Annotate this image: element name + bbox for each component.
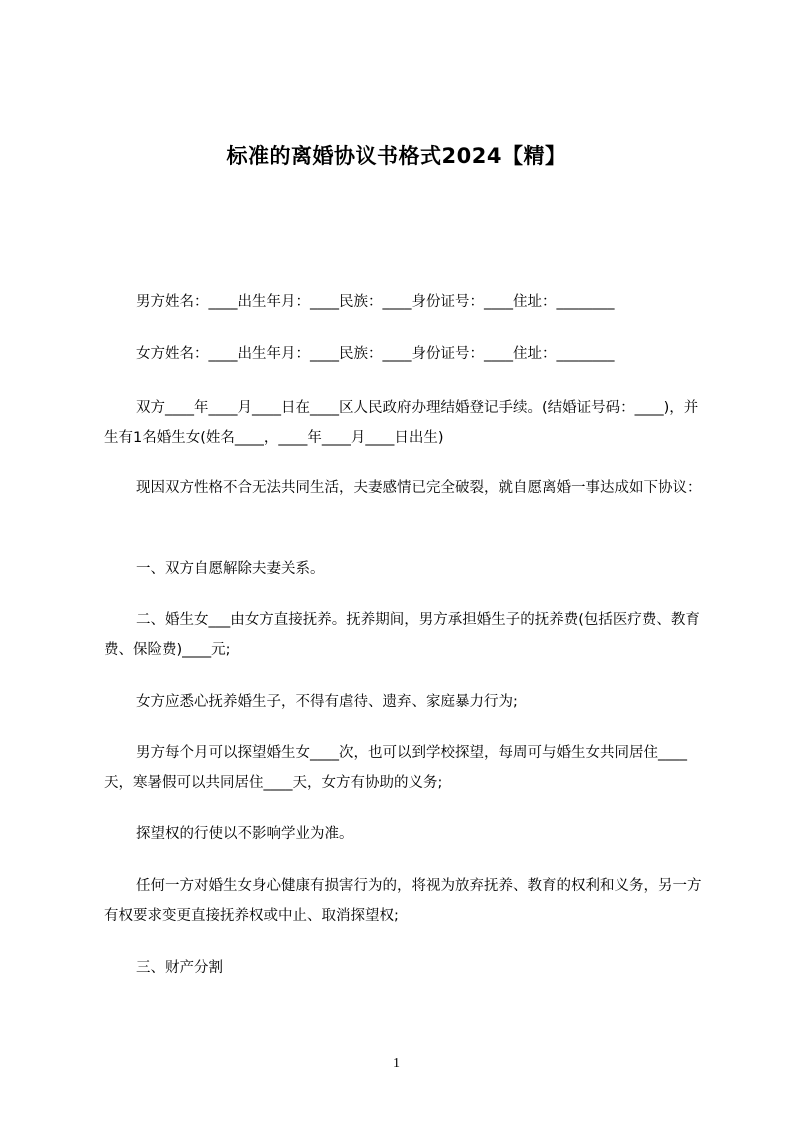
paragraph-clause-one: 一、双方自愿解除夫妻关系。 <box>136 561 325 577</box>
paragraph-clause-two: 二、婚生女___由女方直接抚养。抚养期间，男方承担婚生子的抚养费(包括医疗费、教育费、保险费)____元; <box>104 612 700 658</box>
paragraph-reason: 现因双方性格不合无法共同生活，夫妻感情已完全破裂，就自愿离婚一事达成如下协议： <box>136 480 702 496</box>
paragraph-harm-clause: 任何一方对婚生女身心健康有损害行为的，将视为放弃抚养、教育的权利和义务，另一方有权要求变更直接抚养权或中止、取消探望权; <box>104 878 702 924</box>
paragraph-marriage-registration: 双方____年____月____日在____区人民政府办理结婚登记手续。(结婚证号码：____)，并生有1名婚生女(姓名____，____年____月____日出生) <box>104 400 699 446</box>
paragraph-custody-duty: 女方应悉心抚养婚生子，不得有虐待、遗弃、家庭暴力行为; <box>136 694 518 710</box>
page-number: 1 <box>393 1056 400 1071</box>
paragraph-visitation: 男方每个月可以探望婚生女____次，也可以到学校探望，每周可与婚生女共同居住____天，寒暑假可以共同居住____天，女方有协助的义务; <box>104 745 687 791</box>
paragraph-visitation-rule: 探望权的行使以不影响学业为准。 <box>136 826 354 842</box>
paragraph-female-info: 女方姓名：____出生年月：____民族：____身份证号：____住址：________ <box>136 346 615 362</box>
paragraph-male-info: 男方姓名：____出生年月：____民族：____身份证号：____住址：________ <box>136 294 615 310</box>
paragraph-clause-three: 三、财产分割 <box>136 960 223 976</box>
document-title: 标准的离婚协议书格式2024【精】 <box>226 144 567 168</box>
